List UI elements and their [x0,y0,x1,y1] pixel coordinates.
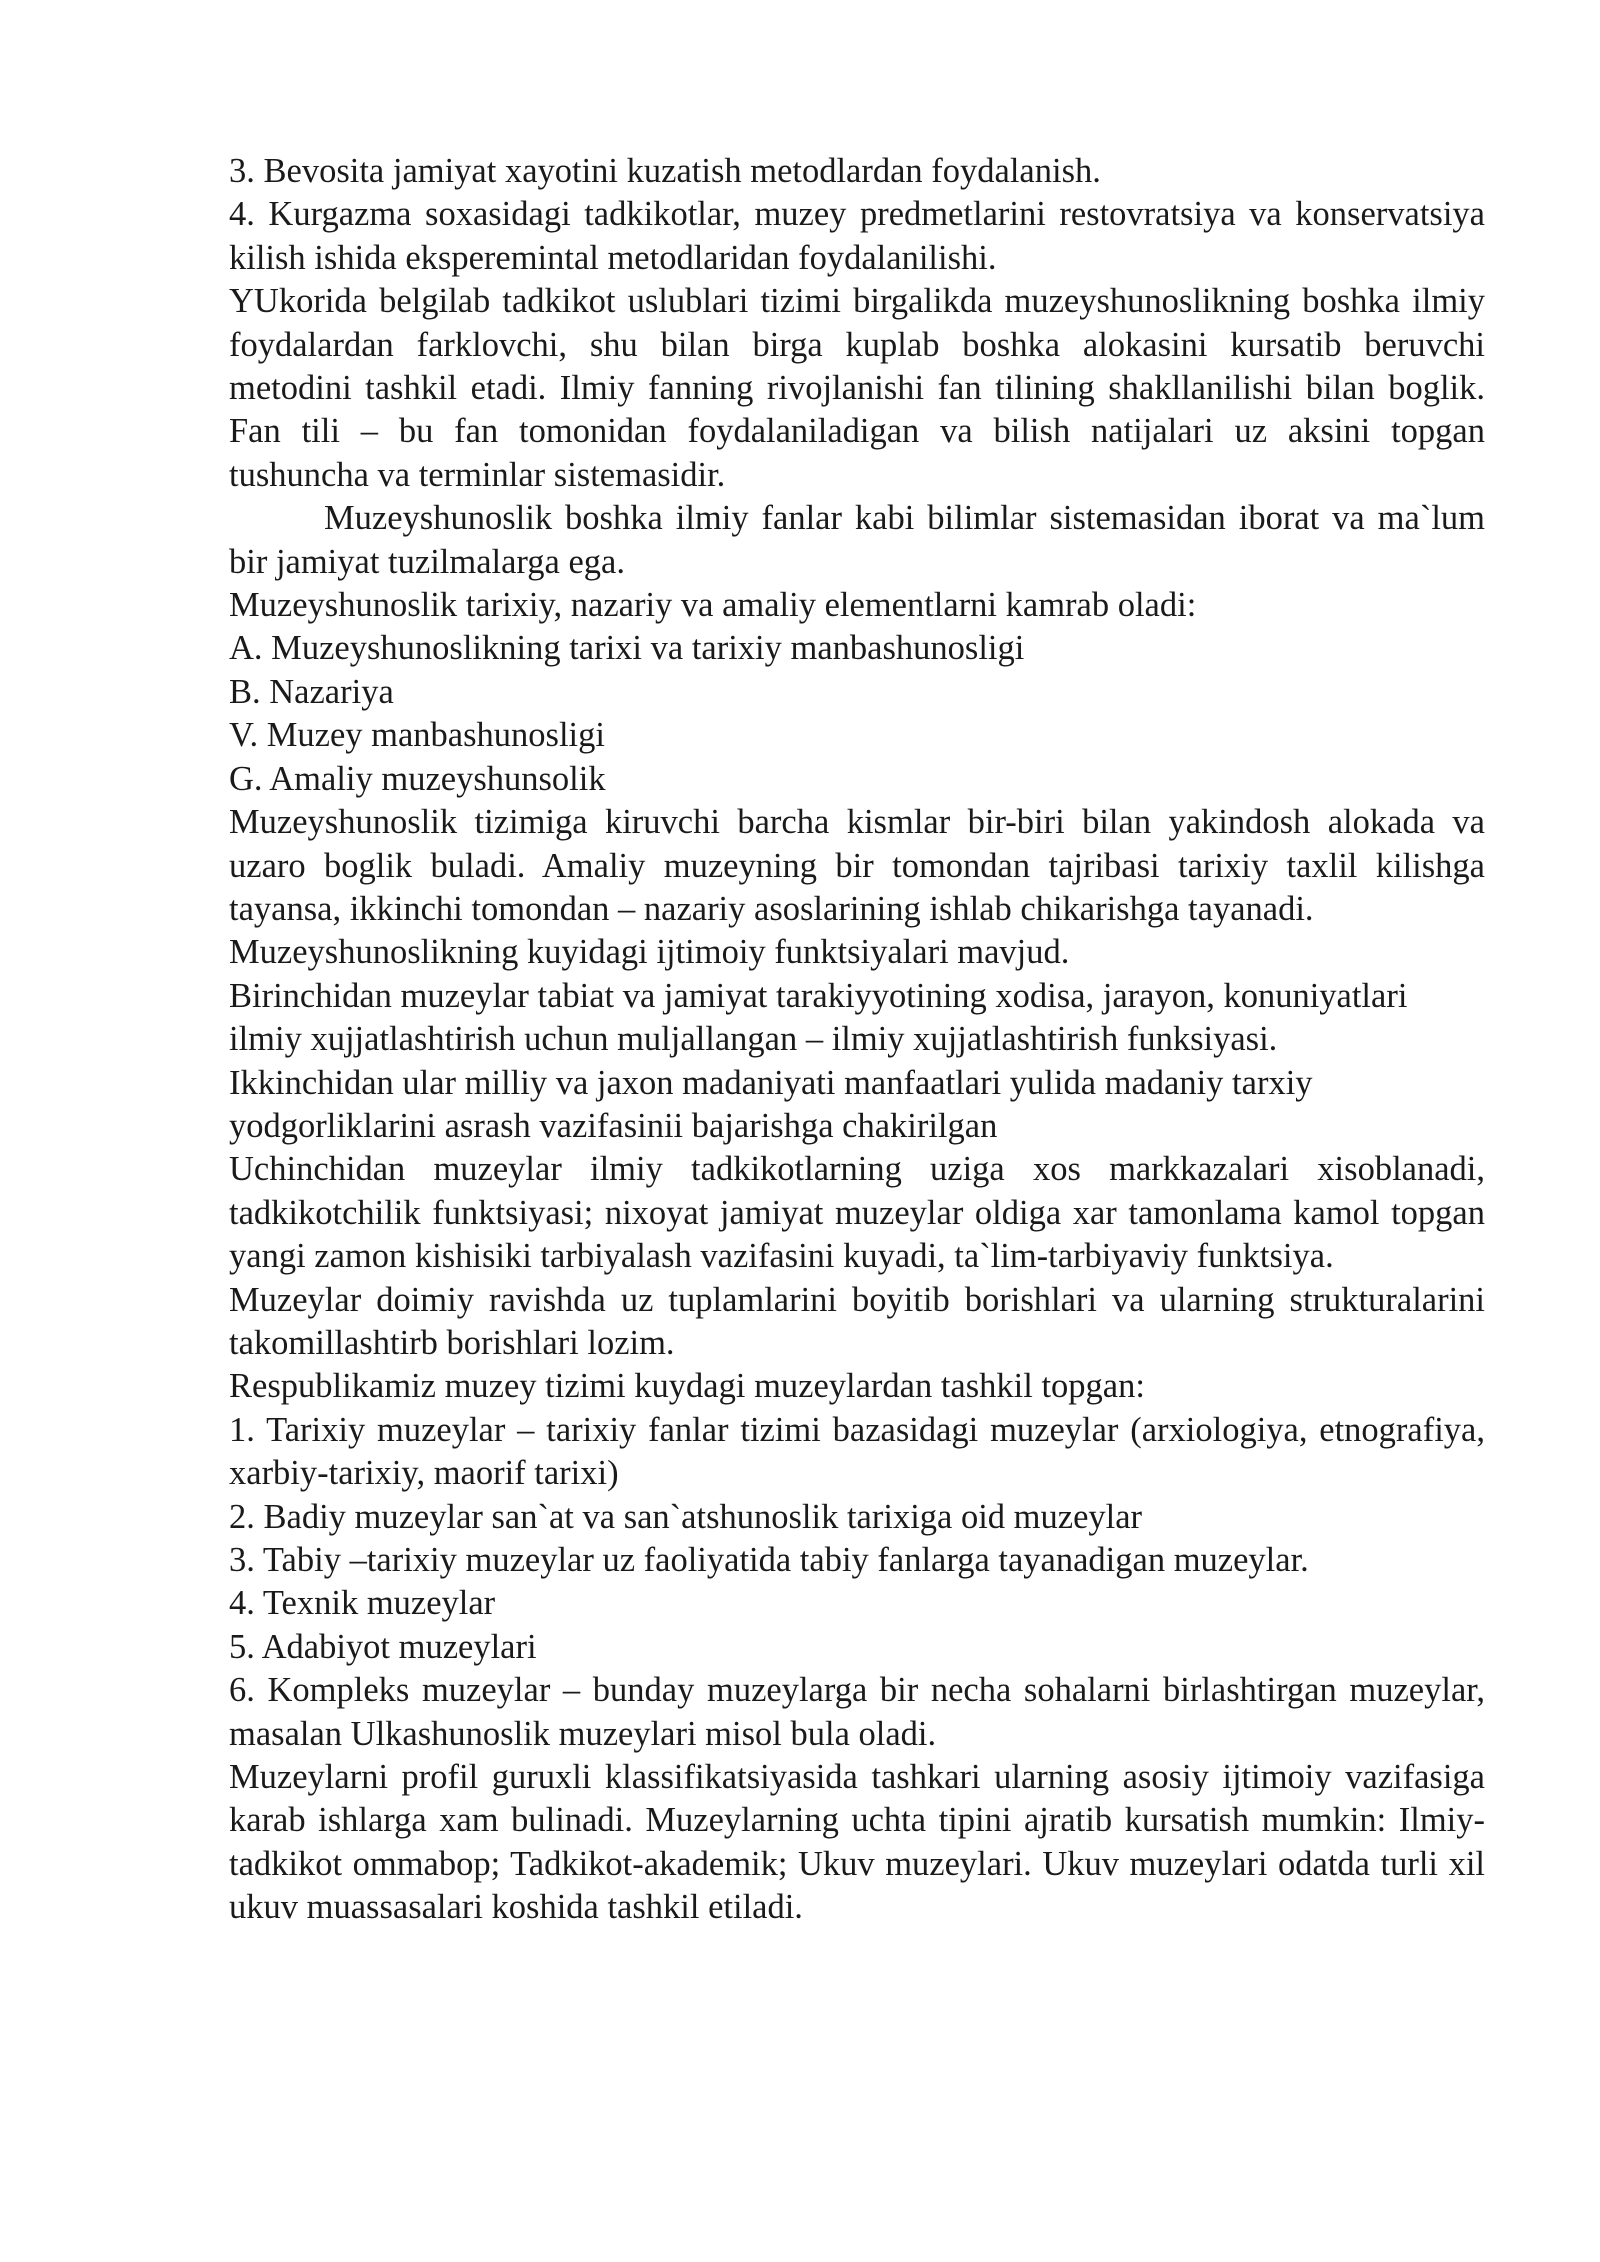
paragraph-research-methods: YUkorida belgilab tadkikot uslublari tizimi birgalikda muzeyshunoslikning boshka ilmiy foydalardan farklovchi, shu bilan birga kuplab boshka alokasini kursatib beruvchi metodini tashkil etadi. Ilmiy fanning rivojlanishi fan tilining shakllanilishi bilan boglik. Fan tili – bu fan tomonidan foydalaniladigan va bilish natijalari uz aksini topgan tushuncha va terminlar sistemasidir. [229,282,1485,494]
paragraph-collections: Muzeylar doimiy ravishda uz tuplamlarini boyitib borishlari va ularning strukturalarini takomillashtirb borishlari lozim. [229,1280,1485,1362]
paragraph-second-function: Ikkinchidan ular milliy va jaxon madaniyati manfaatlari yulida madaniy tarxiy yodgorliklarini asrash vazifasinii bajarishga chakirilgan [229,1063,1313,1145]
paragraph-knowledge-system: Muzeyshunoslik boshka ilmiy fanlar kabi bilimlar sistemasidan iborat va ma`lum bir jamiyat tuzilmalarga ega. [229,499,1485,581]
paragraph-museum-types-intro: Respublikamiz muzey tizimi kuydagi muzeylardan tashkil topgan: [229,1367,1145,1406]
list-item-5: 5. Adabiyot muzeylari [229,1627,537,1666]
list-item-1: 1. Tarixiy muzeylar – tarixiy fanlar tizimi bazasidagi muzeylar (arxiologiya, etnografiya, xarbiy-tarixiy, maorif tarixi) [229,1410,1485,1493]
list-item-4: 4. Texnik muzeylar [229,1584,496,1623]
paragraph-methods-item-3: 3. Bevosita jamiyat xayotini kuzatish metodlardan foydalanish. [229,152,1101,190]
list-item-v: V. Muzey manbashunosligi [229,716,605,755]
paragraph-elements-intro: Muzeyshunoslik tarixiy, nazariy va amaliy elementlarni kamrab oladi: [229,586,1197,625]
paragraph-classification: Muzeylarni profil guruxli klassifikatsiyasida tashkari ularning asosiy ijtimoiy vazifasiga karab ishlarga xam bulinadi. Muzeylarning uchta tipini ajratib kursatish mumkin: Ilmiy-tadkikot ommabop; Tadkikot-akademik; Ukuv muzeylari. Ukuv muzeylari odatda turli xil ukuv muassasalari koshida tashkil etiladi. [229,1758,1485,1927]
list-item-g: G. Amaliy muzeyshunsolik [229,759,606,798]
paragraph-third-function: Uchinchidan muzeylar ilmiy tadkikotlarning uziga xos markkazalari xisoblanadi, tadkikotchilik funktsiyasi; nixoyat jamiyat muzeylar oldiga xar tamonlama kamol topgan yangi zamon kishisiki tarbiyalash vazifasini kuyadi, ta`lim-tarbiyaviy funktsiya. [229,1150,1485,1276]
paragraph-first-function: Birinchidan muzeylar tabiat va jamiyat tarakiyyotining xodisa, jarayon, konuniyatlari ilmiy xujjatlashtirish uchun muljallangan – ilmiy xujjatlashtirish funksiyasi. [229,976,1408,1059]
paragraph-methods-item-4: 4. Kurgazma soxasidagi tadkikotlar, muzey predmetlarini restovratsiya va konservatsiya kilish ishida eksperemintal metodlaridan foydalanilishi. [229,195,1485,277]
paragraph-social-functions-intro: Muzeyshunoslikning kuyidagi ijtimoiy funktsiyalari mavjud. [229,933,1070,972]
list-item-3: 3. Tabiy –tarixiy muzeylar uz faoliyatida tabiy fanlarga tayanadigan muzeylar. [229,1541,1309,1579]
list-item-b: B. Nazariya [229,672,394,711]
list-item-6: 6. Kompleks muzeylar – bunday muzeylarga bir necha sohalarni birlashtirgan muzeylar, masalan Ulkashunoslik muzeylari misol bula oladi. [229,1671,1485,1753]
document-page [229,150,1485,1930]
list-item-a: A. Muzeyshunoslikning tarixi va tarixiy manbashunosligi [229,629,1025,668]
list-item-2: 2. Badiy muzeylar san`at va san`atshunoslik tarixiga oid muzeylar [229,1497,1143,1536]
paragraph-system-parts: Muzeyshunoslik tizimiga kiruvchi barcha kismlar bir-biri bilan yakindosh alokada va uzaro boglik buladi. Amaliy muzeyning bir tomondan tajribasi tarixiy taxlil kilishga tayansa, ikkinchi tomondan – nazariy asoslarining ishlab chikarishga tayanadi. [229,803,1485,928]
